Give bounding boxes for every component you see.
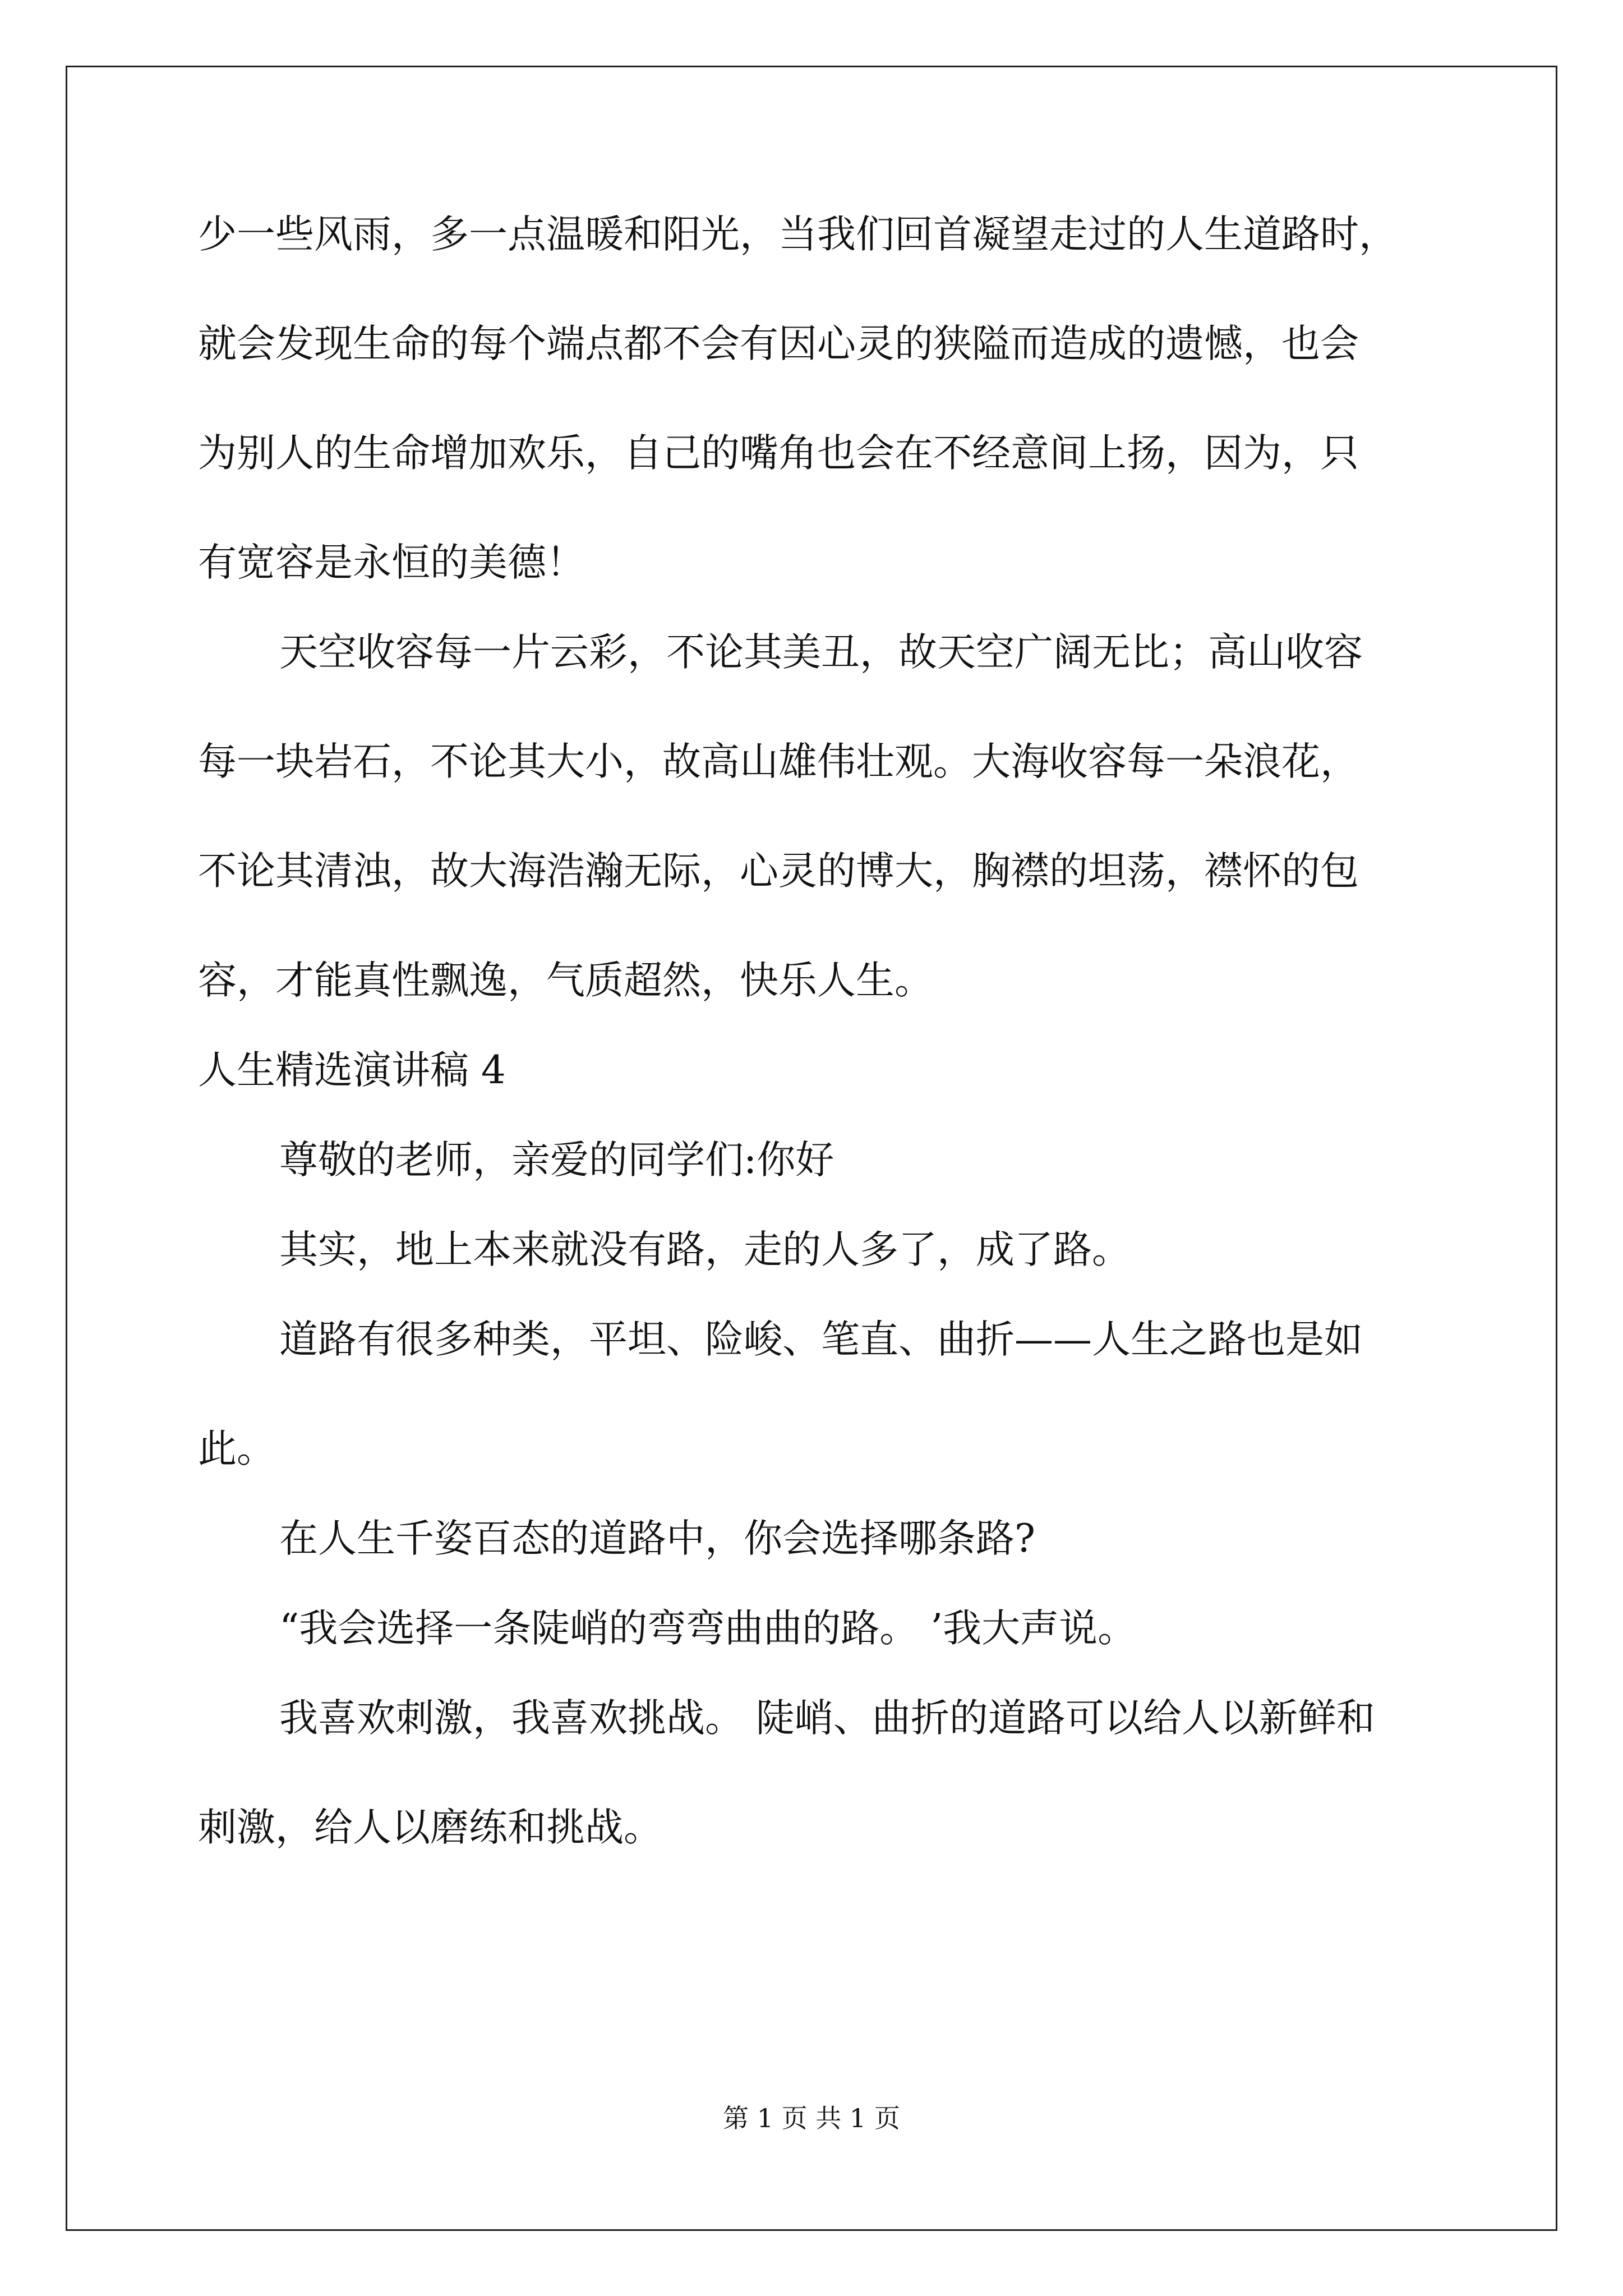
paragraph: [198, 209, 1426, 588]
paragraph: [198, 1513, 1426, 1565]
paragraph: [198, 1314, 1426, 1475]
text-line: 少一些风雨，多一点温暖和阳光，当我们回首凝望走过的人生道路时，: [198, 212, 1398, 257]
text-line: 每一块岩石，不论其大小，故高山雄伟壮观。大海收容每一朵浪花，: [198, 739, 1359, 784]
section-heading: 人生精选演讲稿 4: [198, 1048, 506, 1093]
paragraph: [198, 1224, 1426, 1276]
text-line: 在人生千姿百态的道路中，你会选择哪条路?: [279, 1516, 1035, 1561]
paragraph: [198, 1603, 1426, 1654]
paragraph: [198, 1134, 1426, 1186]
text-line: 容，才能真性飘逸，气质超然，快乐人生。: [198, 958, 933, 1003]
text-line: 有宽容是永恒的美德！: [198, 540, 585, 585]
text-line: 我喜欢刺激，我喜欢挑战。 陡峭、曲折的道路可以给人以新鲜和: [279, 1696, 1375, 1741]
document-body: [198, 209, 1426, 1892]
paragraph: [198, 627, 1426, 1006]
text-line: 道路有很多种类，平坦、险峻、笔直、曲折——人生之路也是如: [279, 1317, 1363, 1362]
text-line: 为别人的生命增加欢乐，自己的嘴角也会在不经意间上扬，因为，只: [198, 431, 1359, 476]
text-line: 其实，地上本来就没有路，走的人多了，成了路。: [279, 1227, 1131, 1272]
text-line: 不论其清浊，故大海浩瀚无际，心灵的博大，胸襟的坦荡，襟怀的包: [198, 849, 1359, 894]
text-line: 刺激，给人以磨练和挑战。: [198, 1805, 662, 1850]
paragraph: [198, 1692, 1426, 1853]
page-number-footer: 第 1 页 共 1 页: [723, 2103, 900, 2133]
text-line: “我会选择一条陡峭的弯弯曲曲的路。 ’我大声说。: [279, 1606, 1137, 1651]
text-line: 就会发现生命的每个端点都不会有因心灵的狭隘而造成的遗憾，也会: [198, 321, 1359, 366]
text-line: 天空收容每一片云彩，不论其美丑，故天空广阔无比；高山收容: [279, 630, 1363, 675]
text-line: 此。: [198, 1427, 275, 1471]
text-line: 尊敬的老师，亲爱的同学们:你好: [279, 1138, 834, 1182]
